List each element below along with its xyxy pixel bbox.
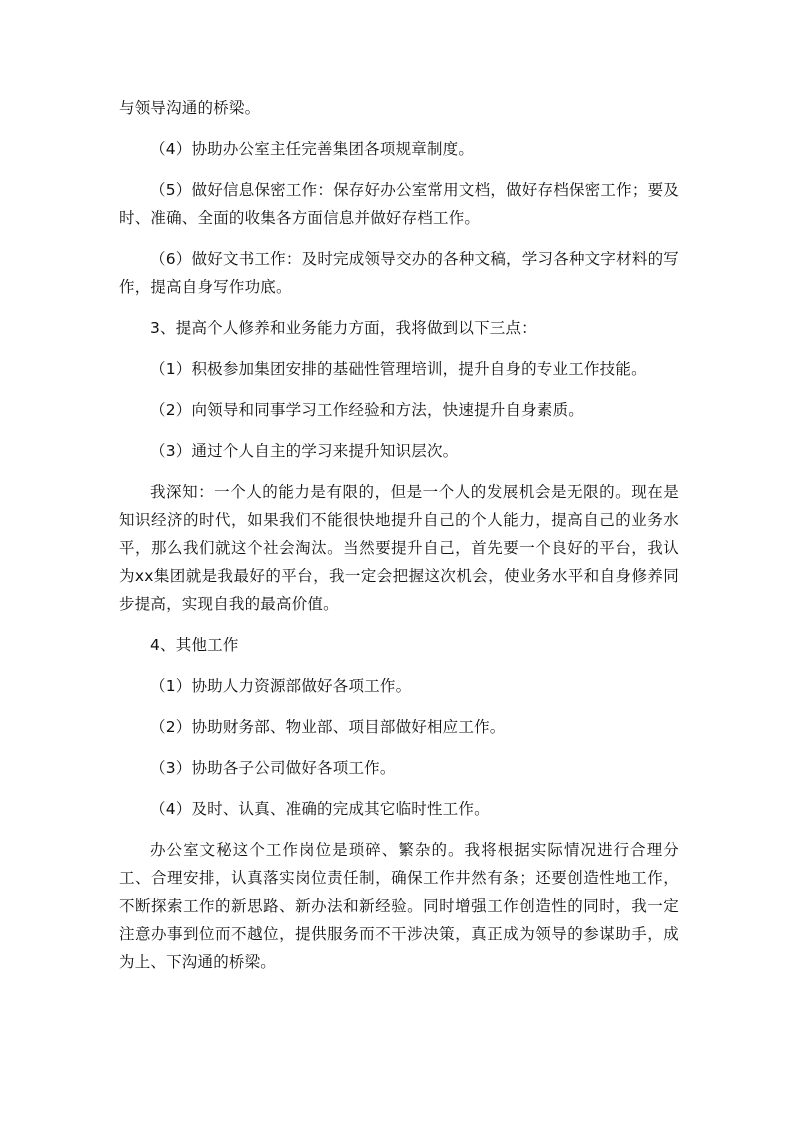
paragraph-continuation: 与领导沟通的桥梁。	[119, 99, 261, 117]
paragraph-other-item-4: （4）及时、认真、准确的完成其它临时性工作。	[150, 800, 490, 818]
paragraph-item-6: （6）做好文书工作：及时完成领导交办的各种文稿，学习各种文字材料的写作，提高自身写作功底。	[119, 250, 679, 296]
section-heading-3: 3、提高个人修养和业务能力方面，我将做到以下三点：	[150, 319, 537, 337]
paragraph-conclusion: 办公室文秘这个工作岗位是琐碎、繁杂的。我将根据实际情况进行合理分工、合理安排，认真落实岗位责任制，确保工作井然有条；还要创造性地工作，不断探索工作的新思路、新办法和新经验。同时增强工作创造性的同时，我一定注意办事到位而不越位，提供服务而不干涉决策，真正成为领导的参谋助手，成为上、下沟通的桥梁。	[119, 841, 679, 971]
paragraph-reflection: 我深知：一个人的能力是有限的，但是一个人的发展机会是无限的。现在是知识经济的时代，如果我们不能很快地提升自己的个人能力，提高自己的业务水平，那么我们就这个社会淘汰。当然要提升自己，首先要一个良好的平台，我认为xx集团就是我最好的平台，我一定会把握这次机会，使业务水平和自身修养同步提高，实现自我的最高价值。	[119, 483, 679, 613]
paragraph-item-2: （2）向领导和同事学习工作经验和方法，快速提升自身素质。	[150, 401, 584, 419]
paragraph-other-item-3: （3）协助各子公司做好各项工作。	[150, 759, 396, 777]
paragraph-item-5: （5）做好信息保密工作：保存好办公室常用文档，做好存档保密工作；要及时、准确、全面的收集各方面信息并做好存档工作。	[119, 181, 679, 227]
paragraph-other-item-2: （2）协助财务部、物业部、项目部做好相应工作。	[150, 718, 506, 736]
paragraph-item-1: （1）积极参加集团安排的基础性管理培训，提升自身的专业工作技能。	[150, 360, 647, 378]
paragraph-other-item-1: （1）协助人力资源部做好各项工作。	[150, 677, 412, 695]
paragraph-item-4: （4）协助办公室主任完善集团各项规章制度。	[150, 140, 475, 158]
document-body	[119, 94, 679, 989]
section-heading-4: 4、其他工作	[150, 636, 239, 654]
paragraph-item-3: （3）通过个人自主的学习来提升知识层次。	[150, 442, 459, 460]
